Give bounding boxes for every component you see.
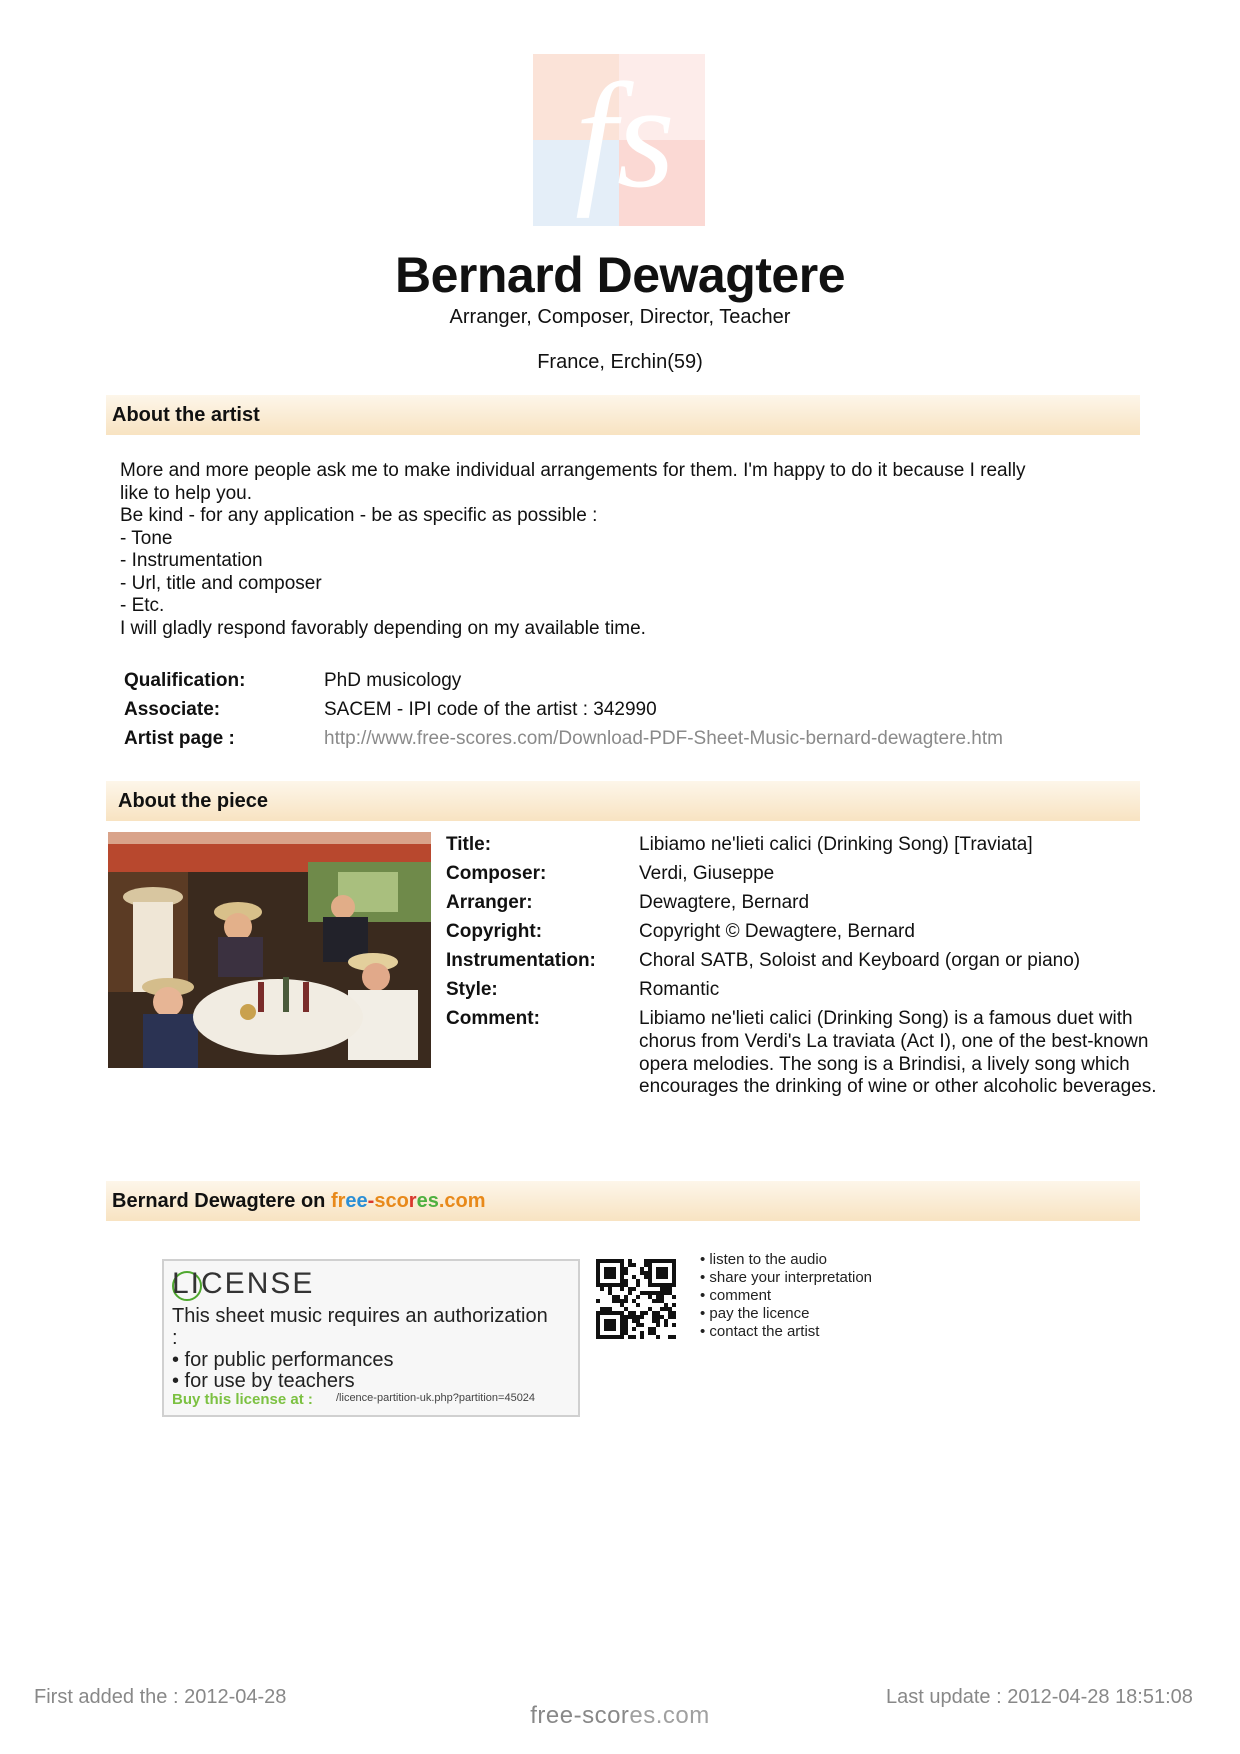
action-share[interactable]: • share your interpretation bbox=[700, 1269, 873, 1286]
last-update-date: Last update : 2012-04-28 18:51:08 bbox=[886, 1686, 1193, 1708]
footer-brand-part: es bbox=[629, 1702, 656, 1729]
artist-name: Bernard Dewagtere bbox=[395, 247, 845, 303]
instrumentation-label: Instrumentation: bbox=[446, 950, 596, 971]
license-box bbox=[162, 1259, 580, 1417]
comment-line: opera melodies. The song is a Brindisi, a lively song which bbox=[639, 1053, 1130, 1075]
license-text: This sheet music requires an authorization bbox=[172, 1305, 548, 1327]
qr-code[interactable] bbox=[596, 1259, 676, 1339]
about-piece-heading: About the piece bbox=[118, 790, 269, 812]
qr-code-icon bbox=[596, 1259, 676, 1339]
painting-image bbox=[108, 832, 431, 1068]
actions-list bbox=[700, 1251, 872, 1341]
associate-label: Associate: bbox=[124, 699, 221, 720]
artist-page-label: Artist page : bbox=[124, 728, 235, 749]
arranger-value: Dewagtere, Bernard bbox=[639, 892, 810, 913]
logo-graphic bbox=[533, 54, 705, 226]
composer-label: Composer: bbox=[446, 863, 547, 884]
qualification-label: Qualification: bbox=[124, 670, 246, 691]
first-added-date: First added the : 2012-04-28 bbox=[34, 1686, 287, 1708]
action-pay-licence[interactable]: • pay the licence bbox=[700, 1305, 810, 1322]
qualification-value: PhD musicology bbox=[324, 670, 462, 691]
brand-part: fr bbox=[330, 1190, 346, 1212]
bio-line: More and more people ask me to make individual arrangements for them. I'm happy to do it because I really bbox=[120, 460, 1026, 481]
footer-brand-part: .com bbox=[655, 1702, 710, 1729]
buy-license-link[interactable]: /licence-partition-uk.php?partition=45024 bbox=[336, 1392, 536, 1404]
artist-roles: Arranger, Composer, Director, Teacher bbox=[449, 306, 791, 328]
comment-label: Comment: bbox=[446, 1008, 540, 1029]
title-label: Title: bbox=[446, 834, 492, 855]
bio-line: I will gladly respond favorably depending on my available time. bbox=[120, 617, 646, 639]
logo-text: fs bbox=[574, 54, 676, 219]
license-item: • for public performances bbox=[172, 1349, 394, 1371]
about-artist-heading: About the artist bbox=[112, 404, 260, 426]
piece-illustration bbox=[108, 832, 431, 1068]
bio-line: Be kind - for any application - be as specific as possible : bbox=[120, 505, 598, 526]
bio-line: - Instrumentation bbox=[120, 550, 263, 571]
bio-line: - Url, title and composer bbox=[120, 572, 322, 594]
artist-location: France, Erchin(59) bbox=[537, 351, 703, 373]
composer-value: Verdi, Giuseppe bbox=[639, 863, 775, 884]
brand-part: r bbox=[408, 1190, 417, 1212]
brand-part: .com bbox=[438, 1190, 486, 1212]
bio-line: - Tone bbox=[120, 527, 173, 549]
action-listen[interactable]: • listen to the audio bbox=[700, 1251, 828, 1268]
arranger-label: Arranger: bbox=[446, 892, 533, 913]
bio-line: like to help you. bbox=[120, 482, 253, 504]
style-value: Romantic bbox=[639, 979, 720, 1000]
license-title: LICENSE bbox=[172, 1267, 315, 1300]
license-text: : bbox=[172, 1327, 178, 1349]
on-site-heading: Bernard Dewagtere on bbox=[112, 1190, 331, 1212]
on-site-header bbox=[106, 1181, 1140, 1221]
site-brand[interactable] bbox=[331, 1190, 486, 1212]
about-artist-header bbox=[106, 395, 1140, 435]
footer-brand-part: free-scor bbox=[530, 1702, 630, 1729]
comment-line: encourages the drinking of wine or other alcoholic beverages. bbox=[639, 1076, 1157, 1098]
action-comment[interactable]: • comment bbox=[700, 1287, 772, 1304]
copyright-value: Copyright © Dewagtere, Bernard bbox=[639, 921, 915, 942]
title-value: Libiamo ne'lieti calici (Drinking Song) [Traviata] bbox=[639, 834, 1033, 855]
about-piece-header bbox=[106, 781, 1140, 821]
brand-part: sco bbox=[374, 1190, 409, 1212]
artist-bio bbox=[120, 460, 1130, 640]
associate-value: SACEM - IPI code of the artist : 342990 bbox=[324, 699, 657, 720]
instrumentation-value: Choral SATB, Soloist and Keyboard (organ or piano) bbox=[639, 950, 1081, 971]
brand-part: ee bbox=[345, 1190, 368, 1212]
footer-brand bbox=[0, 1702, 1240, 1730]
comment-text bbox=[639, 1008, 1214, 1099]
brand-part: - bbox=[367, 1190, 375, 1212]
comment-line: chorus from Verdi's La traviata (Act I), one of the best-known bbox=[639, 1030, 1149, 1052]
brand-part: es bbox=[416, 1190, 439, 1212]
comment-line: Libiamo ne'lieti calici (Drinking Song) is a famous duet with bbox=[639, 1008, 1133, 1029]
free-scores-logo bbox=[533, 54, 705, 226]
artist-page-link[interactable]: http://www.free-scores.com/Download-PDF-Sheet-Music-bernard-dewagtere.htm bbox=[324, 728, 1003, 749]
copyright-label: Copyright: bbox=[446, 921, 543, 942]
style-label: Style: bbox=[446, 979, 498, 1000]
buy-license-label: Buy this license at : bbox=[172, 1391, 313, 1408]
action-contact-artist[interactable]: • contact the artist bbox=[700, 1323, 820, 1340]
license-item: • for use by teachers bbox=[172, 1370, 355, 1392]
bio-line: - Etc. bbox=[120, 595, 165, 616]
